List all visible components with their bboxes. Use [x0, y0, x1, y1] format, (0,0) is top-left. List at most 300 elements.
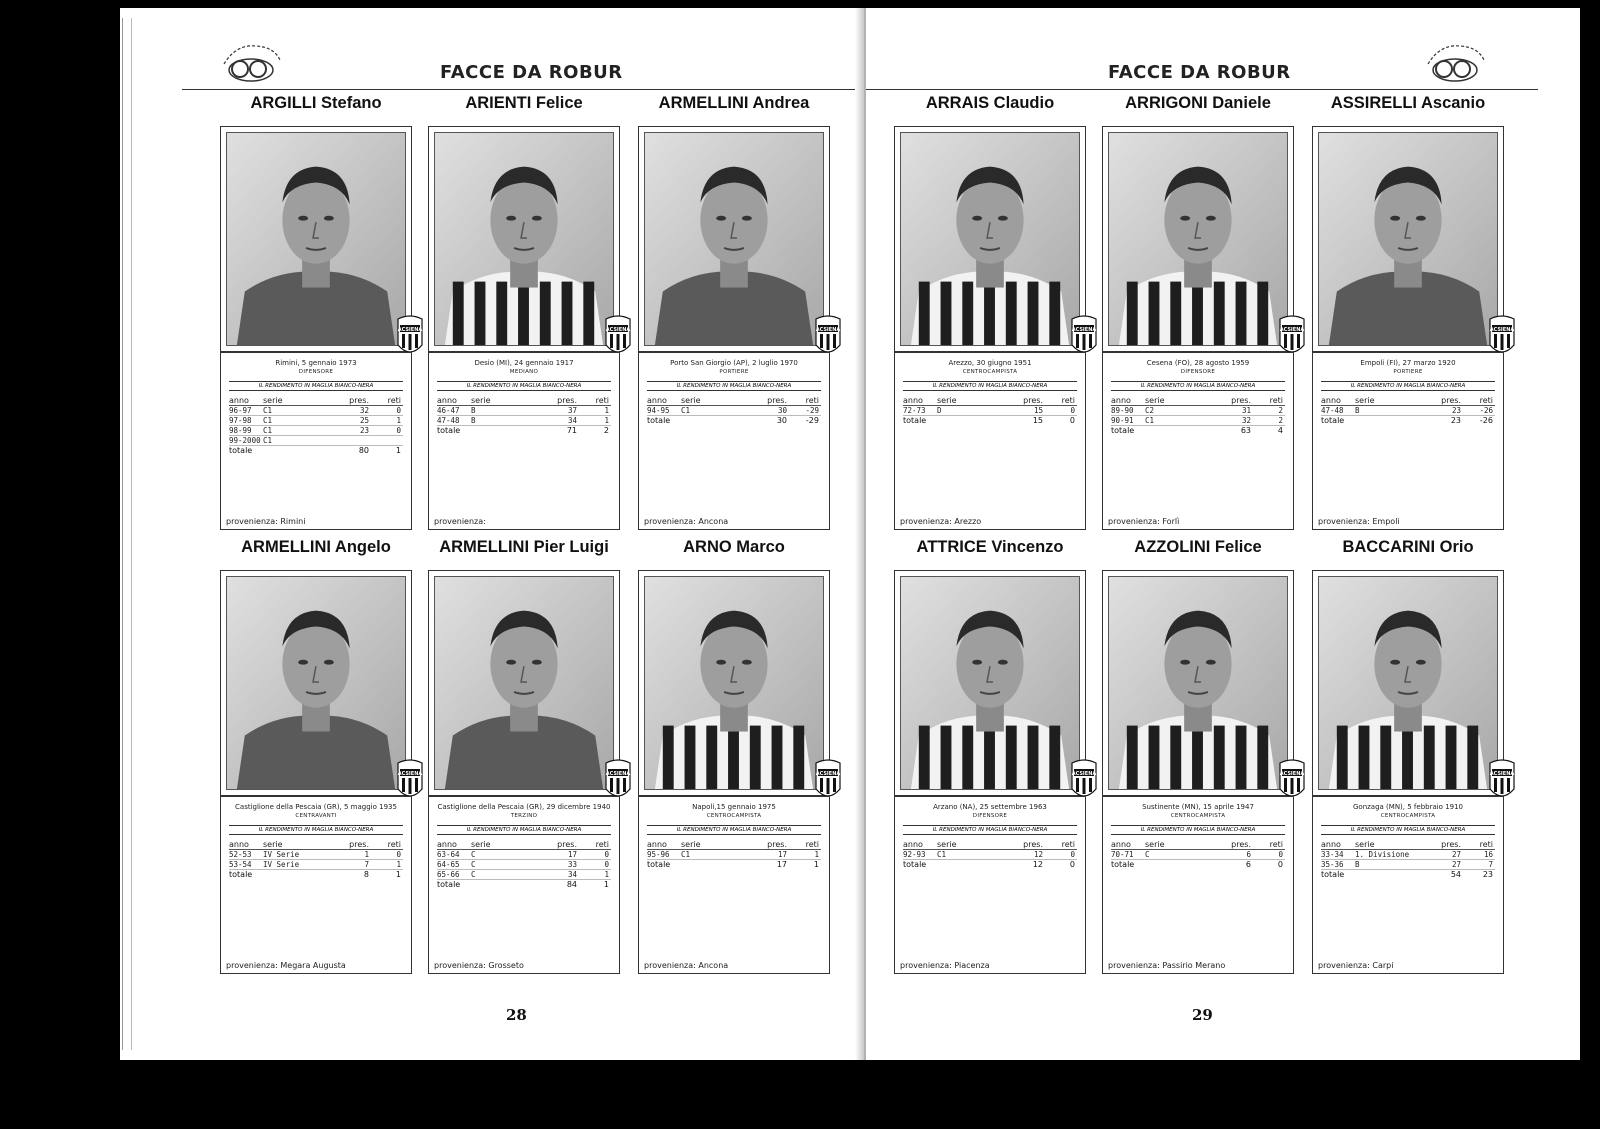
svg-text:ACSIENA: ACSIENA: [397, 771, 423, 777]
stats-row: [437, 860, 611, 870]
photo-frame: [428, 126, 631, 352]
photo-frame: [638, 126, 841, 352]
cell-anno: 47-48: [1321, 406, 1355, 416]
cell-pres: 80: [358, 446, 369, 455]
cell-serie: 1. Divisione: [1355, 850, 1421, 860]
cell-serie: C1: [263, 436, 329, 446]
player-name: ARGILLI Stefano: [250, 94, 382, 112]
stats-header-row: [229, 396, 403, 406]
player-photo: [900, 576, 1080, 790]
cell-pres: 12: [1032, 860, 1043, 869]
provenienza: provenienza: Rimini: [226, 517, 306, 526]
cell-anno: 89-90: [1111, 406, 1145, 416]
rendimento-heading: IL RENDIMENTO IN MAGLIA BIANCO-NERA: [229, 825, 403, 835]
rendimento-heading: IL RENDIMENTO IN MAGLIA BIANCO-NERA: [437, 381, 611, 391]
cell-pres: 7: [329, 860, 371, 870]
provenienza: provenienza: Grosseto: [434, 961, 524, 970]
cell-serie: [681, 860, 747, 870]
col-anno: anno: [1321, 840, 1355, 850]
player-stats-box: [220, 796, 412, 974]
svg-text:ACSIENA: ACSIENA: [1489, 327, 1515, 333]
cell-reti: 0: [371, 850, 403, 860]
stats-row: [1321, 406, 1495, 416]
stats-row: [903, 850, 1077, 860]
cell-pres: 54: [1450, 870, 1461, 879]
col-serie: serie: [263, 396, 329, 406]
cell-anno: totale: [903, 860, 927, 869]
rendimento-heading: IL RENDIMENTO IN MAGLIA BIANCO-NERA: [903, 825, 1077, 835]
page-number: 29: [1192, 1006, 1213, 1024]
player-role: CENTROCAMPISTA: [1380, 813, 1436, 819]
cell-anno: 97-98: [229, 416, 263, 426]
stats-row: [437, 416, 611, 426]
stats-header-row: [437, 840, 611, 850]
cell-serie: B: [1355, 406, 1421, 416]
cell-anno: 98-99: [229, 426, 263, 436]
rendimento-heading: IL RENDIMENTO IN MAGLIA BIANCO-NERA: [1111, 825, 1285, 835]
anniversary-logo: [216, 36, 286, 84]
player-name: ARRIGONI Daniele: [1125, 94, 1271, 112]
col-reti: reti: [371, 396, 403, 406]
player-photo: [226, 576, 406, 790]
svg-text:ACSIENA: ACSIENA: [605, 327, 631, 333]
cell-serie: C1: [263, 406, 329, 416]
stats-header-row: [229, 840, 403, 850]
cell-reti: 1: [813, 860, 819, 869]
stats-table: [229, 840, 403, 879]
cell-serie: [937, 416, 1003, 426]
stats-row: [1321, 850, 1495, 860]
header-title: FACCE DA ROBUR: [1108, 62, 1291, 83]
cell-reti: 1: [789, 850, 821, 860]
birth-info: Castiglione della Pescaia (GR), 29 dicembre 1940: [437, 803, 611, 811]
cell-anno: totale: [229, 446, 253, 455]
col-pres: pres.: [329, 396, 371, 406]
cell-reti: 1: [371, 416, 403, 426]
stats-total-row: [437, 880, 611, 890]
cell-pres: 34: [537, 416, 579, 426]
ac-siena-crest-icon: [1071, 759, 1097, 801]
cell-pres: 1: [329, 850, 371, 860]
col-anno: anno: [437, 840, 471, 850]
cell-pres: 30: [747, 406, 789, 416]
provenienza: provenienza: Passirio Merano: [1108, 961, 1226, 970]
player-name: ARMELLINI Andrea: [658, 94, 810, 112]
rendimento-heading: IL RENDIMENTO IN MAGLIA BIANCO-NERA: [647, 825, 821, 835]
rendimento-heading: IL RENDIMENTO IN MAGLIA BIANCO-NERA: [903, 381, 1077, 391]
player-photo: [1318, 132, 1498, 346]
cell-pres: [329, 436, 371, 446]
player-role: CENTROCAMPISTA: [1170, 813, 1226, 819]
player-photo: [1108, 576, 1288, 790]
col-pres: pres.: [1211, 396, 1253, 406]
cell-anno: 96-97: [229, 406, 263, 416]
cell-anno: 33-34: [1321, 850, 1355, 860]
photo-frame: [428, 570, 631, 796]
player-name: ARRAIS Claudio: [925, 94, 1055, 112]
col-anno: anno: [229, 396, 263, 406]
cell-reti: 0: [1253, 850, 1285, 860]
cell-serie: C1: [263, 426, 329, 436]
birth-info: Cesena (FO), 28 agosto 1959: [1146, 359, 1250, 367]
stats-header-row: [437, 396, 611, 406]
cell-pres: 37: [537, 406, 579, 416]
player-name: ASSIRELLI Ascanio: [1330, 94, 1486, 112]
cell-pres: 15: [1032, 416, 1043, 425]
birth-info: Arezzo, 30 giugno 1951: [948, 359, 1032, 367]
ac-siena-crest-icon: [1071, 315, 1097, 357]
stats-row: [229, 436, 403, 446]
player-stats-box: [894, 352, 1086, 530]
col-reti: reti: [1463, 396, 1495, 406]
birth-info: Castiglione della Pescaia (GR), 5 maggio 1935: [235, 803, 397, 811]
cell-anno: 63-64: [437, 850, 471, 860]
provenienza: provenienza: Ancona: [644, 961, 729, 970]
ac-siena-crest-icon: [397, 759, 423, 801]
col-anno: anno: [229, 840, 263, 850]
cell-anno: 99-2000: [229, 436, 263, 446]
col-pres: pres.: [1003, 840, 1045, 850]
cell-reti: [371, 436, 403, 446]
cell-reti: 16: [1463, 850, 1495, 860]
cell-anno: totale: [1321, 870, 1345, 879]
photo-frame: [1102, 126, 1305, 352]
player-name: ATTRICE Vincenzo: [916, 538, 1064, 556]
cell-pres: 17: [537, 850, 579, 860]
cell-anno: 65-66: [437, 870, 471, 880]
stats-total-row: [229, 870, 403, 880]
col-reti: reti: [371, 840, 403, 850]
cell-reti: 23: [1482, 870, 1493, 879]
cell-pres: 27: [1421, 860, 1463, 870]
col-anno: anno: [903, 396, 937, 406]
cell-reti: 2: [1253, 406, 1285, 416]
cell-pres: 8: [363, 870, 369, 879]
player-role: DIFENSORE: [1180, 369, 1216, 375]
col-pres: pres.: [747, 840, 789, 850]
col-pres: pres.: [1421, 840, 1463, 850]
cell-pres: 17: [776, 860, 787, 869]
cell-serie: IV Serie: [263, 850, 329, 860]
stats-header-row: [903, 840, 1077, 850]
col-pres: pres.: [1211, 840, 1253, 850]
provenienza: provenienza: Piacenza: [900, 961, 990, 970]
stats-total-row: [647, 860, 821, 870]
stats-row: [1321, 860, 1495, 870]
player-photo: [1318, 576, 1498, 790]
stats-header-row: [1321, 840, 1495, 850]
ac-siena-crest-icon: [605, 759, 631, 801]
player-stats-box: [220, 352, 412, 530]
stats-table: [1321, 396, 1495, 425]
provenienza: provenienza: Megara Augusta: [226, 961, 346, 970]
cell-reti: 1: [395, 446, 401, 455]
svg-text:ACSIENA: ACSIENA: [1071, 327, 1097, 333]
cell-reti: 0: [579, 850, 611, 860]
player-stats-box: [1312, 796, 1504, 974]
col-reti: reti: [1463, 840, 1495, 850]
cell-serie: [1145, 860, 1211, 870]
col-serie: serie: [937, 396, 1003, 406]
photo-frame: [220, 570, 423, 796]
col-reti: reti: [1253, 840, 1285, 850]
svg-text:ACSIENA: ACSIENA: [815, 327, 841, 333]
cell-pres: 23: [1421, 406, 1463, 416]
ac-siena-crest-icon: [1279, 315, 1305, 357]
cell-anno: 46-47: [437, 406, 471, 416]
col-serie: serie: [1355, 840, 1421, 850]
photo-frame: [220, 126, 423, 352]
cell-anno: totale: [647, 860, 671, 869]
player-stats-box: [638, 352, 830, 530]
cell-pres: 71: [566, 426, 577, 435]
rendimento-heading: IL RENDIMENTO IN MAGLIA BIANCO-NERA: [1111, 381, 1285, 391]
stats-total-row: [647, 416, 821, 426]
cell-anno: 72-73: [903, 406, 937, 416]
col-serie: serie: [937, 840, 1003, 850]
col-reti: reti: [579, 840, 611, 850]
cell-reti: 1: [603, 880, 609, 889]
player-name: AZZOLINI Felice: [1134, 538, 1262, 556]
cell-serie: [471, 426, 537, 436]
cell-pres: 17: [747, 850, 789, 860]
player-stats-box: [1102, 352, 1294, 530]
cell-pres: 25: [329, 416, 371, 426]
cell-reti: 4: [1277, 426, 1283, 435]
cell-anno: 95-96: [647, 850, 681, 860]
cell-pres: 12: [1003, 850, 1045, 860]
ac-siena-crest-icon: [1489, 315, 1515, 357]
col-pres: pres.: [747, 396, 789, 406]
stats-table: [647, 840, 821, 869]
rendimento-heading: IL RENDIMENTO IN MAGLIA BIANCO-NERA: [647, 381, 821, 391]
page-right: [866, 8, 1580, 1060]
cell-serie: B: [471, 406, 537, 416]
svg-text:ACSIENA: ACSIENA: [397, 327, 423, 333]
col-serie: serie: [263, 840, 329, 850]
stats-table: [903, 396, 1077, 425]
photo-frame: [894, 570, 1097, 796]
col-serie: serie: [1145, 396, 1211, 406]
stats-row: [903, 406, 1077, 416]
provenienza: provenienza: Arezzo: [900, 517, 982, 526]
stats-table: [647, 396, 821, 425]
col-pres: pres.: [1003, 396, 1045, 406]
cell-pres: 31: [1211, 406, 1253, 416]
cell-anno: 70-71: [1111, 850, 1145, 860]
stats-row: [229, 850, 403, 860]
stats-table: [1111, 396, 1285, 435]
player-role: DIFENSORE: [972, 813, 1008, 819]
stats-header-row: [1111, 396, 1285, 406]
stats-row: [647, 850, 821, 860]
rendimento-heading: IL RENDIMENTO IN MAGLIA BIANCO-NERA: [229, 381, 403, 391]
player-role: CENTROCAMPISTA: [706, 813, 762, 819]
cell-serie: C1: [1145, 416, 1211, 426]
cell-pres: 34: [537, 870, 579, 880]
stats-total-row: [903, 416, 1077, 426]
stats-table: [437, 840, 611, 889]
rendimento-heading: IL RENDIMENTO IN MAGLIA BIANCO-NERA: [437, 825, 611, 835]
stats-total-row: [229, 446, 403, 456]
stats-row: [647, 406, 821, 416]
cell-reti: 7: [1463, 860, 1495, 870]
svg-text:ACSIENA: ACSIENA: [815, 771, 841, 777]
cell-reti: 0: [1277, 860, 1283, 869]
page-edge: [122, 18, 132, 1050]
cell-reti: 0: [1069, 416, 1075, 425]
stats-table: [903, 840, 1077, 869]
cell-pres: 23: [1450, 416, 1461, 425]
stats-total-row: [1111, 860, 1285, 870]
cell-serie: [471, 880, 537, 890]
cell-serie: C: [471, 850, 537, 860]
cell-pres: 84: [566, 880, 577, 889]
cell-pres: 15: [1003, 406, 1045, 416]
cell-serie: C: [471, 870, 537, 880]
stats-total-row: [903, 860, 1077, 870]
stats-row: [1111, 416, 1285, 426]
player-name: ARIENTI Felice: [465, 94, 583, 112]
photo-frame: [1102, 570, 1305, 796]
player-stats-box: [428, 352, 620, 530]
ac-siena-crest-icon: [815, 315, 841, 357]
cell-reti: 0: [1069, 860, 1075, 869]
cell-pres: 32: [1211, 416, 1253, 426]
col-serie: serie: [1145, 840, 1211, 850]
cell-reti: 1: [579, 406, 611, 416]
cell-anno: 64-65: [437, 860, 471, 870]
cell-reti: -26: [1463, 406, 1495, 416]
player-role: PORTIERE: [1393, 369, 1423, 375]
player-stats-box: [428, 796, 620, 974]
cell-anno: totale: [1111, 426, 1135, 435]
col-reti: reti: [789, 396, 821, 406]
birth-info: Desio (MI), 24 gennaio 1917: [474, 359, 574, 367]
photo-frame: [1312, 570, 1515, 796]
col-reti: reti: [579, 396, 611, 406]
player-photo: [1108, 132, 1288, 346]
header-rule: [182, 89, 864, 90]
cell-pres: 33: [537, 860, 579, 870]
anniversary-logo: [1420, 36, 1490, 84]
ac-siena-crest-icon: [1489, 759, 1515, 801]
photo-frame: [1312, 126, 1515, 352]
birth-info: Gonzaga (MN), 5 febbraio 1910: [1352, 803, 1464, 811]
stats-header-row: [647, 396, 821, 406]
cell-serie: C1: [681, 850, 747, 860]
cell-reti: -26: [1479, 416, 1493, 425]
cell-anno: 53-54: [229, 860, 263, 870]
cell-serie: [937, 860, 1003, 870]
cell-reti: -29: [789, 406, 821, 416]
player-role: MEDIANO: [509, 369, 539, 375]
col-reti: reti: [1253, 396, 1285, 406]
birth-info: Empoli (FI), 27 marzo 1920: [1360, 359, 1456, 367]
player-photo: [644, 132, 824, 346]
cell-serie: [263, 446, 329, 456]
cell-pres: 63: [1240, 426, 1251, 435]
cell-serie: [1355, 416, 1421, 426]
player-photo: [434, 132, 614, 346]
ac-siena-crest-icon: [397, 315, 423, 357]
stats-row: [229, 426, 403, 436]
cell-serie: B: [471, 416, 537, 426]
stats-row: [437, 406, 611, 416]
stats-row: [229, 416, 403, 426]
player-name: ARNO Marco: [683, 538, 785, 556]
player-role: CENTRAVANTI: [295, 813, 337, 819]
col-pres: pres.: [1421, 396, 1463, 406]
cell-serie: IV Serie: [263, 860, 329, 870]
stats-row: [437, 870, 611, 880]
stats-row: [229, 406, 403, 416]
player-stats-box: [638, 796, 830, 974]
cell-anno: 94-95: [647, 406, 681, 416]
cell-anno: totale: [903, 416, 927, 425]
player-name: ARMELLINI Angelo: [241, 538, 391, 556]
svg-text:ACSIENA: ACSIENA: [1279, 327, 1305, 333]
player-role: PORTIERE: [719, 369, 749, 375]
photo-frame: [894, 126, 1097, 352]
page-number: 28: [506, 1006, 527, 1024]
stats-header-row: [1111, 840, 1285, 850]
stats-row: [437, 850, 611, 860]
birth-info: Arzano (NA), 25 settembre 1963: [933, 803, 1047, 811]
cell-anno: totale: [437, 880, 461, 889]
ac-siena-crest-icon: [815, 759, 841, 801]
provenienza: provenienza: Ancona: [644, 517, 729, 526]
birth-info: Porto San Giorgio (AP), 2 luglio 1970: [670, 359, 798, 367]
cell-anno: 35-36: [1321, 860, 1355, 870]
stats-header-row: [1321, 396, 1495, 406]
stats-table: [229, 396, 403, 455]
cell-serie: C1: [937, 850, 1003, 860]
stats-header-row: [647, 840, 821, 850]
cell-reti: 0: [1045, 850, 1077, 860]
cell-serie: [263, 870, 329, 880]
ac-siena-crest-icon: [1279, 759, 1305, 801]
birth-info: Sustinente (MN), 15 aprile 1947: [1142, 803, 1254, 811]
cell-serie: C: [471, 860, 537, 870]
col-pres: pres.: [537, 396, 579, 406]
cell-anno: totale: [229, 870, 253, 879]
cell-anno: 52-53: [229, 850, 263, 860]
col-serie: serie: [471, 396, 537, 406]
svg-text:ACSIENA: ACSIENA: [1279, 771, 1305, 777]
birth-info: Rimini, 5 gennaio 1973: [275, 359, 357, 367]
col-anno: anno: [903, 840, 937, 850]
cell-reti: 2: [1253, 416, 1285, 426]
cell-pres: 23: [329, 426, 371, 436]
stats-row: [1111, 406, 1285, 416]
cell-serie: C2: [1145, 406, 1211, 416]
svg-text:ACSIENA: ACSIENA: [1489, 771, 1515, 777]
cell-reti: 0: [371, 406, 403, 416]
col-anno: anno: [1321, 396, 1355, 406]
cell-serie: D: [937, 406, 1003, 416]
cell-serie: C: [1145, 850, 1211, 860]
stats-header-row: [903, 396, 1077, 406]
provenienza: provenienza: Forlì: [1108, 517, 1180, 526]
col-reti: reti: [1045, 840, 1077, 850]
player-photo: [226, 132, 406, 346]
cell-pres: 6: [1211, 850, 1253, 860]
svg-text:ACSIENA: ACSIENA: [605, 771, 631, 777]
col-anno: anno: [1111, 840, 1145, 850]
player-photo: [900, 132, 1080, 346]
cell-serie: C1: [263, 416, 329, 426]
